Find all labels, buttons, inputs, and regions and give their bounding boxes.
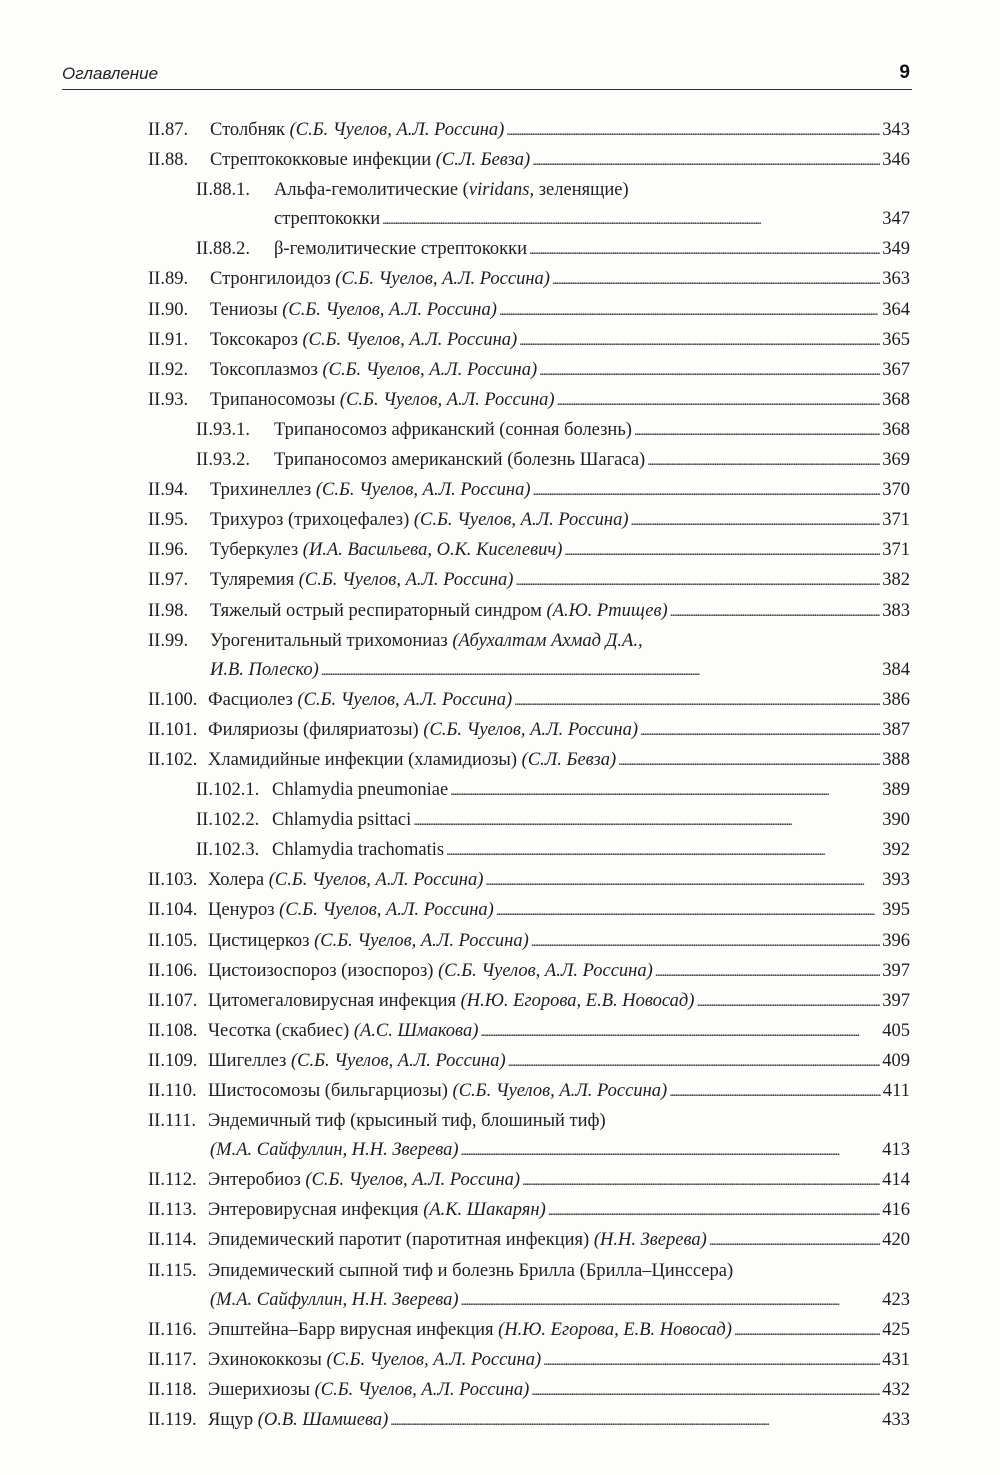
toc-title: Трипаносомозы xyxy=(210,389,336,410)
toc-entry[interactable] xyxy=(148,235,910,265)
toc-author: (Н.Ю. Егорова, Е.В. Новосад) xyxy=(460,990,695,1011)
toc-number: II.96. xyxy=(148,540,189,561)
dot-leader xyxy=(532,146,880,176)
dot-leader xyxy=(519,326,880,356)
toc-number: II.108. xyxy=(148,1020,198,1041)
toc-title: Фасциолез xyxy=(208,689,293,710)
toc-entry[interactable] xyxy=(148,776,910,806)
toc-number: II.93.2. xyxy=(196,450,250,471)
dot-leader xyxy=(655,957,880,987)
toc-entry[interactable] xyxy=(148,627,910,686)
toc-title: Цитомегаловирусная инфекция xyxy=(208,990,457,1011)
toc-entry[interactable] xyxy=(148,566,910,596)
dot-leader xyxy=(450,776,880,806)
toc-entry[interactable] xyxy=(148,1047,910,1077)
toc-entry[interactable] xyxy=(148,927,910,957)
toc-number: II.115. xyxy=(148,1260,197,1281)
toc-title: Токсокароз xyxy=(210,329,298,350)
dot-leader xyxy=(413,806,880,836)
toc-author-continued: И.В. Полеско) xyxy=(210,659,319,680)
dot-leader xyxy=(631,506,881,536)
toc-number: II.118. xyxy=(148,1379,197,1400)
toc-title: Токсоплазмоз xyxy=(210,359,318,380)
toc-number: II.98. xyxy=(148,600,189,621)
toc-title: Трипаносомоз американский (болезнь Шагаса) xyxy=(274,450,646,471)
toc-author: (С.Л. Бевза) xyxy=(521,749,617,770)
toc-author-continued: (М.А. Сайфуллин, Н.Н. Зверева) xyxy=(210,1140,459,1161)
toc-author: (А.Ю. Ртищев) xyxy=(546,600,668,621)
toc-title: Урогенитальный трихомониаз xyxy=(210,630,448,651)
header-rule xyxy=(62,89,912,90)
dot-leader xyxy=(461,1136,881,1166)
toc-author: (С.Б. Чуелов, А.Л. Россина) xyxy=(314,1379,530,1400)
toc-author: (А.С. Шмакова) xyxy=(353,1020,479,1041)
toc-number: II.104. xyxy=(148,900,198,921)
toc-number: II.97. xyxy=(148,570,189,591)
toc-entry[interactable] xyxy=(148,836,910,866)
toc-title-part: Альфа-гемолитические ( xyxy=(274,180,469,201)
dot-leader xyxy=(390,1406,880,1436)
toc-number: II.101. xyxy=(148,719,198,740)
toc-page: 368 xyxy=(882,419,910,440)
toc-page: 396 xyxy=(882,930,910,951)
toc-page: 386 xyxy=(882,689,910,710)
toc-number: II.88. xyxy=(148,150,189,171)
toc-page: 425 xyxy=(882,1319,910,1340)
toc-entry[interactable] xyxy=(148,265,910,295)
dot-leader xyxy=(564,536,880,566)
toc-title: Эпштейна–Барр вирусная инфекция xyxy=(208,1319,494,1340)
toc-title: Чесотка (скабиес) xyxy=(208,1020,350,1041)
toc-title: Столбняк xyxy=(210,120,285,140)
toc-number: II.113. xyxy=(148,1200,197,1221)
toc-title: Шигеллез xyxy=(208,1050,287,1071)
toc-title-continued: стрептококки xyxy=(274,209,381,230)
toc-author: (С.Б. Чуелов, А.Л. Россина) xyxy=(302,329,518,350)
dot-leader xyxy=(515,566,880,596)
toc-number: II.116. xyxy=(148,1319,197,1340)
toc-number: II.105. xyxy=(148,930,198,951)
toc-page: 411 xyxy=(882,1081,910,1101)
dot-leader xyxy=(514,686,880,716)
toc-number: II.99. xyxy=(148,630,189,651)
toc-number: II.103. xyxy=(148,870,198,891)
toc-title: Трихинеллез xyxy=(210,480,312,501)
toc-author: (С.Б. Чуелов, А.Л. Россина) xyxy=(314,930,529,951)
toc-entry[interactable] xyxy=(148,896,910,926)
toc-title: Тениозы xyxy=(210,299,278,320)
toc-author: (С.Б. Чуелов, А.Л. Россина) xyxy=(305,1170,521,1191)
toc-title: Цистоизоспороз (изоспороз) xyxy=(208,960,434,981)
toc-author: (С.Б. Чуелов, А.Л. Россина) xyxy=(289,120,505,140)
dot-leader xyxy=(539,356,880,386)
toc-title: Энтеровирусная инфекция xyxy=(208,1200,419,1221)
toc-number: II.102.3. xyxy=(196,840,260,861)
toc-number: II.102. xyxy=(148,749,198,770)
toc-page: 343 xyxy=(882,120,910,140)
toc-number: II.107. xyxy=(148,990,198,1011)
toc-author: (С.Б. Чуелов, А.Л. Россина) xyxy=(335,269,550,290)
toc-page: 349 xyxy=(882,239,910,260)
toc-page: 433 xyxy=(882,1410,910,1431)
toc-number: II.91. xyxy=(148,329,189,350)
toc-page: 392 xyxy=(882,840,910,861)
toc-entry[interactable] xyxy=(148,1077,910,1107)
toc-page: 363 xyxy=(882,269,910,290)
toc-entry[interactable] xyxy=(148,1226,910,1256)
toc-number: II.88.2. xyxy=(196,239,250,260)
toc-author: (С.Б. Чуелов, А.Л. Россина) xyxy=(315,480,531,501)
dot-leader xyxy=(508,1047,881,1077)
toc-entry[interactable] xyxy=(148,146,910,176)
dot-leader xyxy=(618,746,880,776)
toc-number: II.117. xyxy=(148,1349,197,1370)
toc-page: 397 xyxy=(882,960,910,981)
toc-page: 414 xyxy=(882,1170,910,1191)
toc-title: Трихуроз (трихоцефалез) xyxy=(210,510,410,531)
toc-number: II.94. xyxy=(148,480,189,501)
toc-entry[interactable] xyxy=(148,686,910,716)
toc-entry[interactable] xyxy=(148,1017,910,1047)
dot-leader xyxy=(734,1316,880,1346)
header-title: Оглавление xyxy=(62,64,159,83)
toc-title-latin: Chlamydia trachomatis xyxy=(272,840,445,861)
toc-title: Эпидемический сыпной тиф и болезнь Брилла (Брилла–Цинссера) xyxy=(208,1260,734,1281)
toc-number: II.110. xyxy=(148,1081,197,1101)
toc-number: II.100. xyxy=(148,689,198,710)
toc-page: 390 xyxy=(882,810,910,831)
toc-author: (С.Б. Чуелов, А.Л. Россина) xyxy=(452,1081,668,1101)
dot-leader xyxy=(640,716,880,746)
toc-title: β-гемолитические стрептококки xyxy=(274,239,528,260)
toc-author: (Н.Ю. Егорова, Е.В. Новосад) xyxy=(498,1319,732,1340)
toc-number: II.95. xyxy=(148,510,189,531)
toc-title: Стронгилоидоз xyxy=(210,269,331,290)
toc-page: 389 xyxy=(882,780,910,801)
toc-page: 371 xyxy=(882,510,910,531)
toc-number: II.90. xyxy=(148,299,189,320)
dot-leader xyxy=(522,1166,880,1196)
dot-leader xyxy=(670,597,881,627)
toc-title: Эндемичный тиф (крысиный тиф, блошиный тиф) xyxy=(208,1111,606,1132)
toc-page: 409 xyxy=(882,1050,910,1071)
toc-title: Эхинококкозы xyxy=(208,1349,322,1370)
toc-page: 388 xyxy=(882,749,910,770)
toc-entry[interactable] xyxy=(148,536,910,566)
toc-number: II.119. xyxy=(148,1410,197,1431)
toc-title-latin: Chlamydia pneumoniae xyxy=(272,780,449,801)
dot-leader xyxy=(531,927,881,957)
toc-entry[interactable] xyxy=(148,806,910,836)
toc-title: Туляремия xyxy=(210,570,295,591)
toc-number: II.87. xyxy=(148,120,189,140)
dot-leader xyxy=(543,1346,880,1376)
toc-author: (И.А. Васильева, О.К. Киселевич) xyxy=(302,540,563,561)
toc-entry[interactable] xyxy=(148,296,910,326)
toc-author: (С.Б. Чуелов, А.Л. Россина) xyxy=(322,359,538,380)
toc-author: (О.В. Шамшева) xyxy=(257,1410,389,1431)
toc-entry[interactable] xyxy=(148,1107,910,1166)
toc-page: 395 xyxy=(882,900,910,921)
dot-leader xyxy=(548,1196,881,1226)
toc-number: II.93.1. xyxy=(196,419,250,440)
toc-page: 387 xyxy=(882,719,910,740)
toc-author: (Абухалтам Ахмад Д.А., xyxy=(452,630,643,651)
toc-page: 420 xyxy=(882,1230,910,1251)
toc-title: Стрептококковые инфекции xyxy=(210,150,432,171)
toc-title: Шистосомозы (бильгарциозы) xyxy=(208,1081,448,1101)
toc-author: (С.Б. Чуелов, А.Л. Россина) xyxy=(423,719,638,740)
toc-author: (С.Б. Чуелов, А.Л. Россина) xyxy=(438,960,653,981)
toc-entry[interactable] xyxy=(148,866,910,896)
toc-page: 382 xyxy=(882,570,910,591)
toc-entry[interactable] xyxy=(148,746,910,776)
toc-page: 416 xyxy=(882,1200,910,1221)
toc-page: 346 xyxy=(882,150,910,171)
toc-entry[interactable] xyxy=(148,116,910,146)
toc-page: 370 xyxy=(882,480,910,501)
toc-title: Эпидемический паротит (паротитная инфекция) xyxy=(208,1230,590,1251)
toc-title-latin: Chlamydia psittaci xyxy=(272,810,412,831)
running-header xyxy=(62,62,910,88)
toc-entry[interactable] xyxy=(148,716,910,746)
toc-author: (С.Б. Чуелов, А.Л. Россина) xyxy=(326,1349,542,1370)
dot-leader xyxy=(480,1017,880,1047)
toc-entry[interactable] xyxy=(148,597,910,627)
toc-page: 347 xyxy=(882,209,910,230)
toc-entry[interactable] xyxy=(148,1376,910,1406)
toc-entry[interactable] xyxy=(148,386,910,416)
toc-page: 413 xyxy=(882,1140,910,1161)
toc-title: Эшерихиозы xyxy=(208,1379,310,1400)
toc-number: II.112. xyxy=(148,1170,197,1191)
toc-number: II.89. xyxy=(148,269,189,290)
toc-author: (Н.Н. Зверева) xyxy=(593,1230,707,1251)
dot-leader xyxy=(506,116,880,146)
toc-author: (С.Б. Чуелов, А.Л. Россина) xyxy=(339,389,555,410)
dot-leader xyxy=(321,656,880,686)
toc-entry[interactable] xyxy=(148,957,910,987)
page-number: 9 xyxy=(899,62,910,83)
toc-entry[interactable] xyxy=(148,476,910,506)
dot-leader xyxy=(499,296,880,326)
toc-title-part: , зеленящие) xyxy=(529,180,629,201)
toc-page: 405 xyxy=(882,1020,910,1041)
toc-entry[interactable] xyxy=(148,356,910,386)
toc-number: II.109. xyxy=(148,1050,198,1071)
dot-leader xyxy=(669,1077,881,1107)
toc-number: II.111. xyxy=(148,1111,196,1132)
toc-entry[interactable] xyxy=(148,446,910,476)
toc-page: 371 xyxy=(882,540,910,561)
toc-number: II.88.1. xyxy=(196,180,250,201)
toc-entry[interactable] xyxy=(148,176,910,235)
dot-leader xyxy=(382,205,880,235)
toc-author: (С.Б. Чуелов, А.Л. Россина) xyxy=(282,299,497,320)
toc-title-latin: viridans xyxy=(468,180,530,201)
toc-number: II.106. xyxy=(148,960,198,981)
toc-title: Тяжелый острый респираторный синдром xyxy=(210,600,542,621)
toc-page: 397 xyxy=(882,990,910,1011)
toc-page: 364 xyxy=(882,299,910,320)
toc-entry[interactable] xyxy=(148,326,910,356)
toc-author: (С.Л. Бевза) xyxy=(435,150,531,171)
toc-entry[interactable] xyxy=(148,987,910,1017)
toc-page: 393 xyxy=(882,870,910,891)
toc-title: Цистицеркоз xyxy=(208,930,310,951)
toc-entry[interactable] xyxy=(148,1257,910,1316)
dot-leader xyxy=(485,866,880,896)
toc-number: II.102.2. xyxy=(196,810,260,831)
dot-leader xyxy=(557,386,881,416)
toc-entry[interactable] xyxy=(148,416,910,446)
toc-number: II.114. xyxy=(148,1230,197,1251)
toc-author: (С.Б. Чуелов, А.Л. Россина) xyxy=(298,570,514,591)
toc-title: Ящур xyxy=(208,1410,254,1431)
dot-leader xyxy=(709,1226,880,1256)
toc-title: Ценуроз xyxy=(208,900,275,921)
toc-title: Холера xyxy=(208,870,265,891)
dot-leader xyxy=(531,1376,880,1406)
toc-entry[interactable] xyxy=(148,1406,910,1436)
toc-title: Трипаносомоз африканский (сонная болезнь) xyxy=(274,419,632,440)
toc-author: (С.Б. Чуелов, А.Л. Россина) xyxy=(413,510,629,531)
toc-page: 383 xyxy=(882,600,910,621)
toc-author: (С.Б. Чуелов, А.Л. Россина) xyxy=(290,1050,506,1071)
dot-leader xyxy=(696,987,880,1017)
toc-title: Туберкулез xyxy=(210,540,299,561)
toc-number: II.92. xyxy=(148,359,189,380)
dot-leader xyxy=(446,836,880,866)
toc-author: (С.Б. Чуелов, А.Л. Россина) xyxy=(297,689,513,710)
toc-page: 365 xyxy=(882,329,910,350)
toc-entry[interactable] xyxy=(148,1346,910,1376)
toc-page: 423 xyxy=(882,1289,910,1310)
dot-leader xyxy=(647,446,880,476)
toc-entry[interactable] xyxy=(148,1166,910,1196)
toc-author: (А.К. Шакарян) xyxy=(423,1200,546,1221)
table-of-contents xyxy=(148,116,910,1436)
toc-page: 431 xyxy=(882,1349,910,1370)
dot-leader xyxy=(533,476,881,506)
toc-title: Энтеробиоз xyxy=(208,1170,301,1191)
toc-page: 369 xyxy=(882,450,910,471)
dot-leader xyxy=(552,265,880,295)
toc-author: (С.Б. Чуелов, А.Л. Россина) xyxy=(279,900,494,921)
dot-leader xyxy=(634,416,880,446)
dot-leader xyxy=(529,235,880,265)
toc-entry[interactable] xyxy=(148,1196,910,1226)
toc-page: 368 xyxy=(882,389,910,410)
toc-title: Хламидийные инфекции (хламидиозы) xyxy=(208,749,518,770)
dot-leader xyxy=(461,1286,881,1316)
toc-number: II.93. xyxy=(148,389,189,410)
toc-number: II.102.1. xyxy=(196,780,260,801)
toc-title: Филяриозы (филяриатозы) xyxy=(208,719,419,740)
toc-entry[interactable] xyxy=(148,506,910,536)
toc-author: (С.Б. Чуелов, А.Л. Россина) xyxy=(268,870,484,891)
toc-entry[interactable] xyxy=(148,1316,910,1346)
toc-page: 432 xyxy=(882,1379,910,1400)
dot-leader xyxy=(496,896,880,926)
toc-page: 367 xyxy=(882,359,910,380)
toc-author-continued: (М.А. Сайфуллин, Н.Н. Зверева) xyxy=(210,1289,459,1310)
toc-page: 384 xyxy=(882,659,910,680)
